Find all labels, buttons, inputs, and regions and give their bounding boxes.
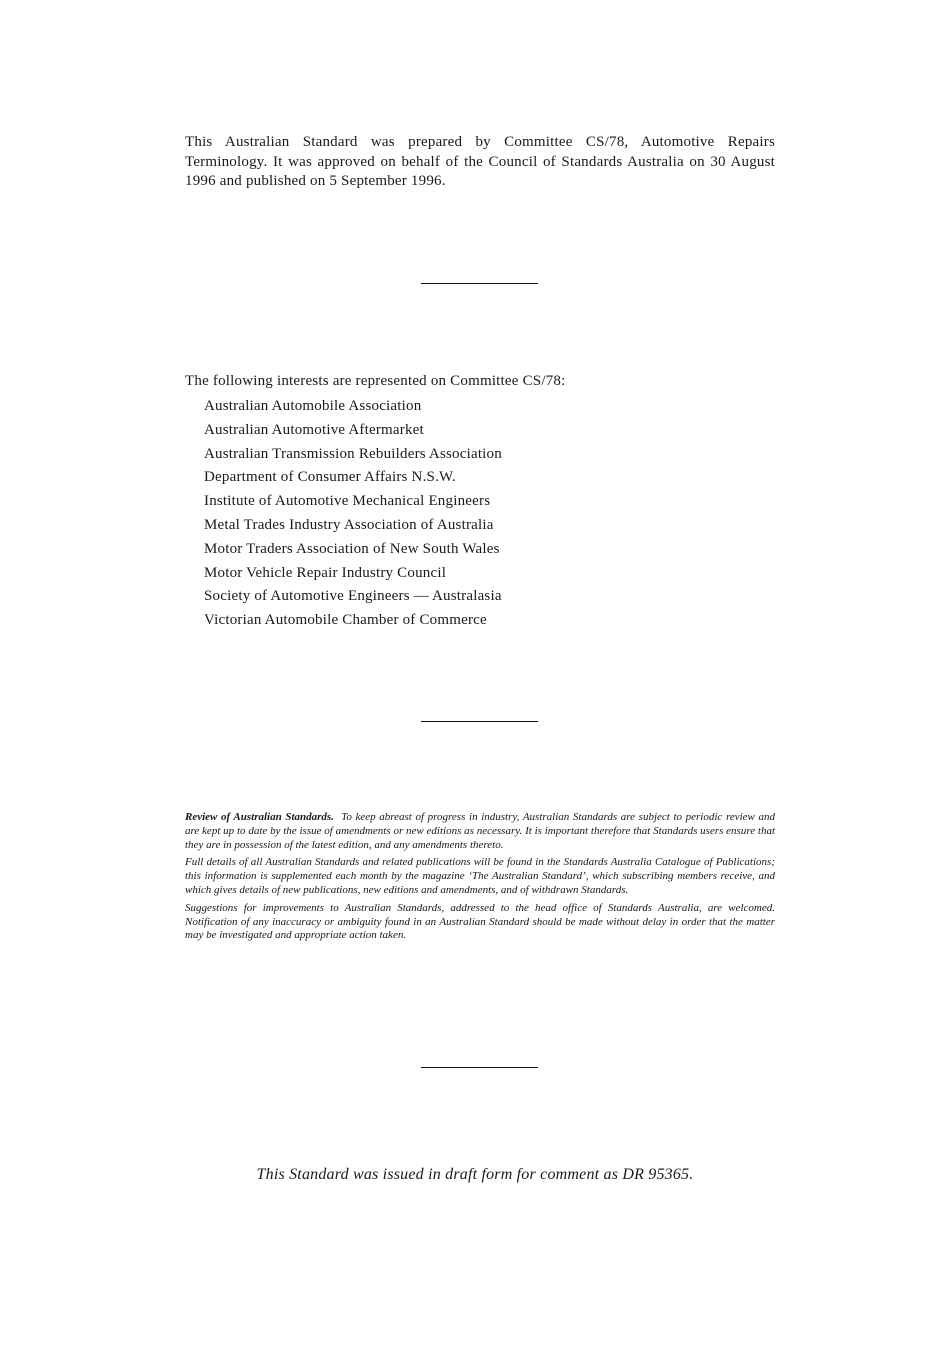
review-notice [185,811,775,947]
review-paragraph-3: Suggestions for improvements to Australian Standards, addressed to the head office of Standards Australia, are welcomed. Notification of any inaccuracy or ambiguity found in an Australian Standard should be made without delay in order that the matter may be investigated and appropriate action taken. [185,901,775,942]
review-paragraph-1 [185,811,775,852]
approval-statement [185,133,775,192]
list-item: Society of Automotive Engineers — Australasia [204,588,502,605]
section-divider [421,283,538,284]
list-item: Australian Automotive Aftermarket [204,421,424,438]
section-divider [421,721,538,722]
list-item: Australian Automobile Association [204,398,422,414]
committee-interests [185,372,775,633]
interests-list [185,395,775,633]
list-item: Motor Vehicle Repair Industry Council [204,564,447,581]
interests-intro: The following interests are represented on Committee CS/78: [185,373,566,389]
list-item: Victorian Automobile Chamber of Commerce [204,612,487,629]
draft-note: This Standard was issued in draft form for comment as DR 95365. [256,1166,694,1183]
list-item: Australian Transmission Rebuilders Association [204,445,502,462]
review-text-1: To keep abreast of progress in industry, Australian Standards are subject to periodic review and are kept up to date by the issue of amendments or new editions as necessary. It is important therefore that Standards users ensure that they are in possession of the latest edition, and any amendments thereto. [185,811,775,851]
review-paragraph-2: Full details of all Australian Standards and related publications will be found in the Standards Australia Catalogue of Publications; this information is supplemented each month by the magazine ‘The Australian Standard’, which subscribing members receive, and which gives details of new publications, new editions and amendments, and of withdrawn Standards. [185,856,775,896]
section-divider [421,1067,538,1068]
review-heading: Review of Australian Standards. [185,811,334,823]
list-item: Institute of Automotive Mechanical Engineers [204,493,491,510]
approval-text: This Australian Standard was prepared by Committee CS/78, Automotive Repairs Terminology. It was approved on behalf of the Council of Standards Australia on 30 August 1996 and published on 5 September 1996. [185,134,775,189]
list-item: Motor Traders Association of New South Wales [204,540,500,557]
list-item: Department of Consumer Affairs N.S.W. [204,469,456,486]
list-item: Metal Trades Industry Association of Australia [204,516,494,533]
